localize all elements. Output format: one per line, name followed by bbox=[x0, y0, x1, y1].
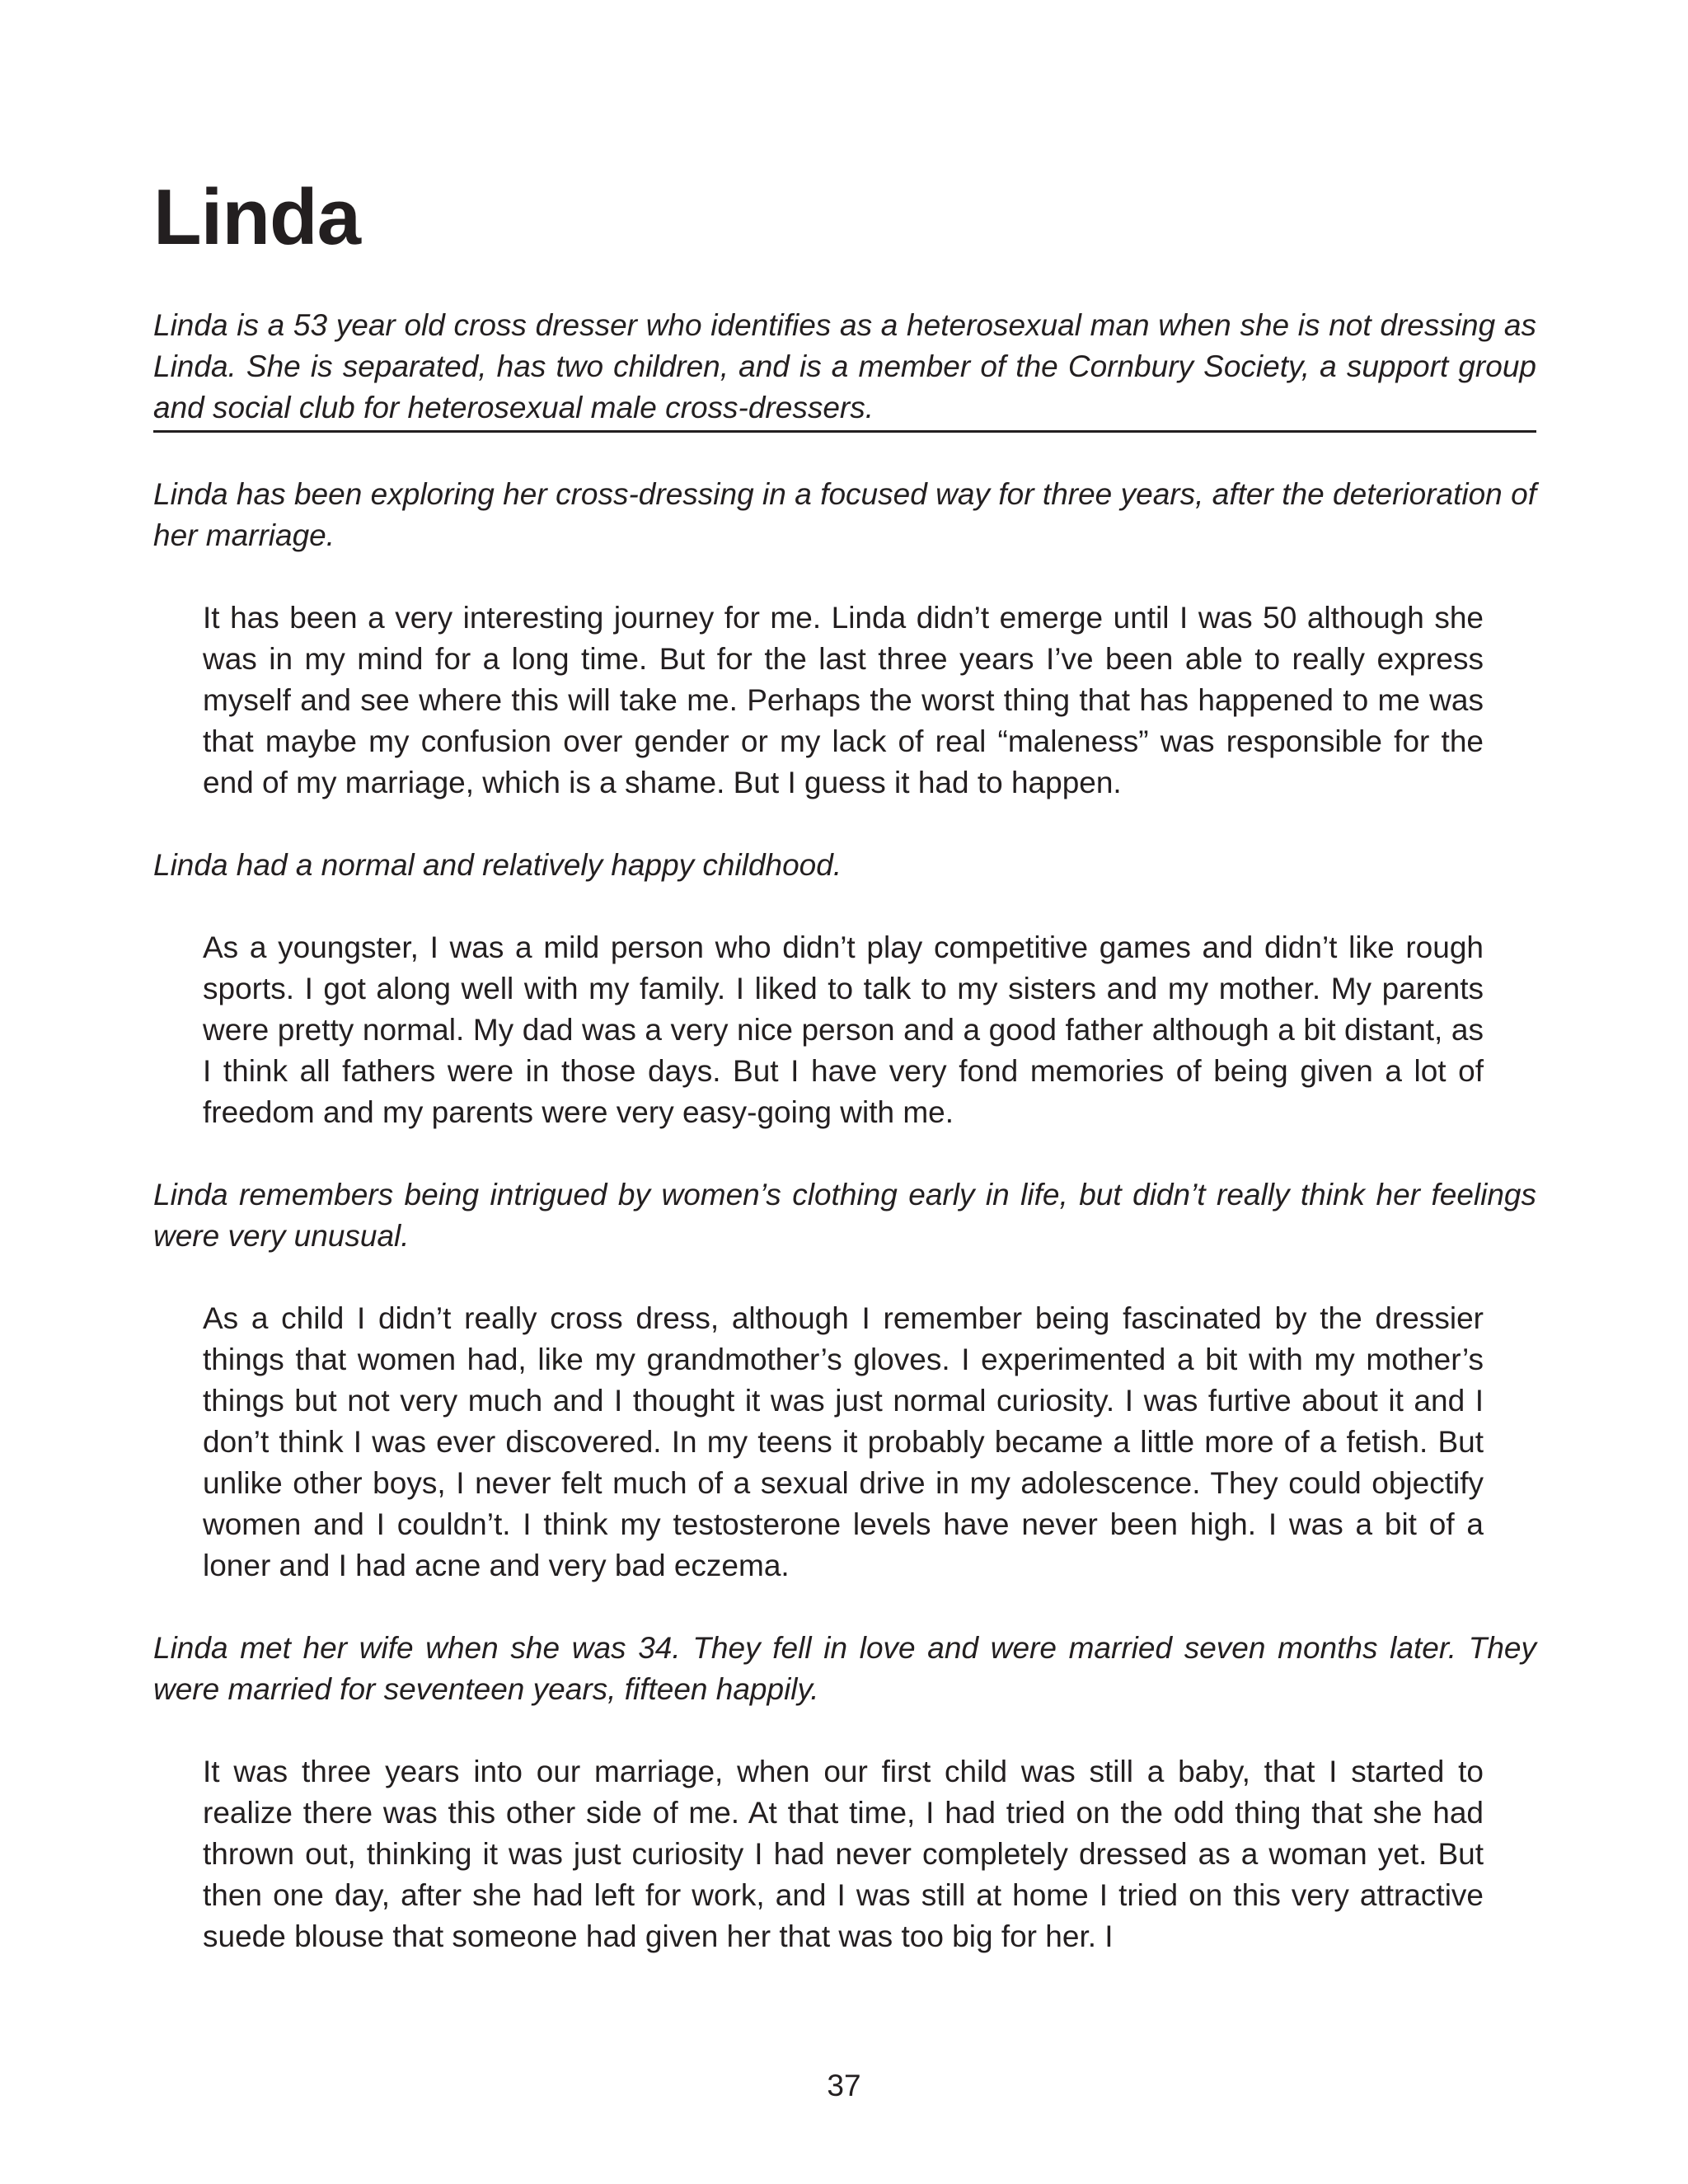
section-summary: Linda remembers being intrigued by women’s clothing early in life, but didn’t really think her feelings were very unusual. bbox=[153, 1178, 1536, 1253]
section-quote: It has been a very interesting journey for me. Linda didn’t emerge until I was 50 although she was in my mind for a long time. But for the last three years I’ve been able to really express myself and see where this will take me. Perhaps the worst thing that has happened to me was that maybe my confusion over gender or my lack of real “maleness” was responsible for the end of my marriage, which is a shame. But I guess it had to happen. bbox=[203, 601, 1484, 799]
section-quote: As a youngster, I was a mild person who didn’t play competitive games and didn’t like rough sports. I got along well with my family. I liked to talk to my sisters and my mother. My parents were pretty normal. My dad was a very nice person and a good father although a bit distant, as I think all fathers were in those days. But I have very fond memories of being given a lot of freedom and my parents were very easy-going with me. bbox=[203, 930, 1484, 1129]
section-summary: Linda met her wife when she was 34. They fell in love and were married seven months later. They were married for seventeen years, fifteen happily. bbox=[153, 1631, 1536, 1706]
section-quote: It was three years into our marriage, when our first child was still a baby, that I started to realize there was this other side of me. At that time, I had tried on the odd thing that she had thrown out, thinking it was just curiosity I had never completely dressed as a woman yet. But then one day, after she had left for work, and I was still at home I tried on this very attractive suede blouse that someone had given her that was too big for her. I bbox=[203, 1755, 1484, 1953]
section-summary: Linda had a normal and relatively happy childhood. bbox=[153, 848, 842, 882]
section-summary: Linda has been exploring her cross-dressing in a focused way for three years, after the deterioration of her marriage. bbox=[153, 477, 1536, 552]
page-title: Linda bbox=[153, 173, 360, 261]
page-number: 37 bbox=[827, 2069, 861, 2102]
intro-paragraph: Linda is a 53 year old cross dresser who identifies as a heterosexual man when she is not dressing as Linda. She is separated, has two children, and is a member of the Cornbury Society, a support group and social club for heterosexual male cross-dressers. bbox=[153, 305, 1536, 433]
section-quote: As a child I didn’t really cross dress, although I remember being fascinated by the dressier things that women had, like my grandmother’s gloves. I experimented a bit with my mother’s things but not very much and I thought it was just normal curiosity. I was furtive about it and I don’t think I was ever discovered. In my teens it probably became a little more of a fetish. But unlike other boys, I never felt much of a sexual drive in my adolescence. They could objectify women and I couldn’t. I think my testosterone levels have never been high. I was a bit of a loner and I had acne and very bad eczema. bbox=[203, 1301, 1484, 1582]
body-text bbox=[153, 305, 1536, 1999]
